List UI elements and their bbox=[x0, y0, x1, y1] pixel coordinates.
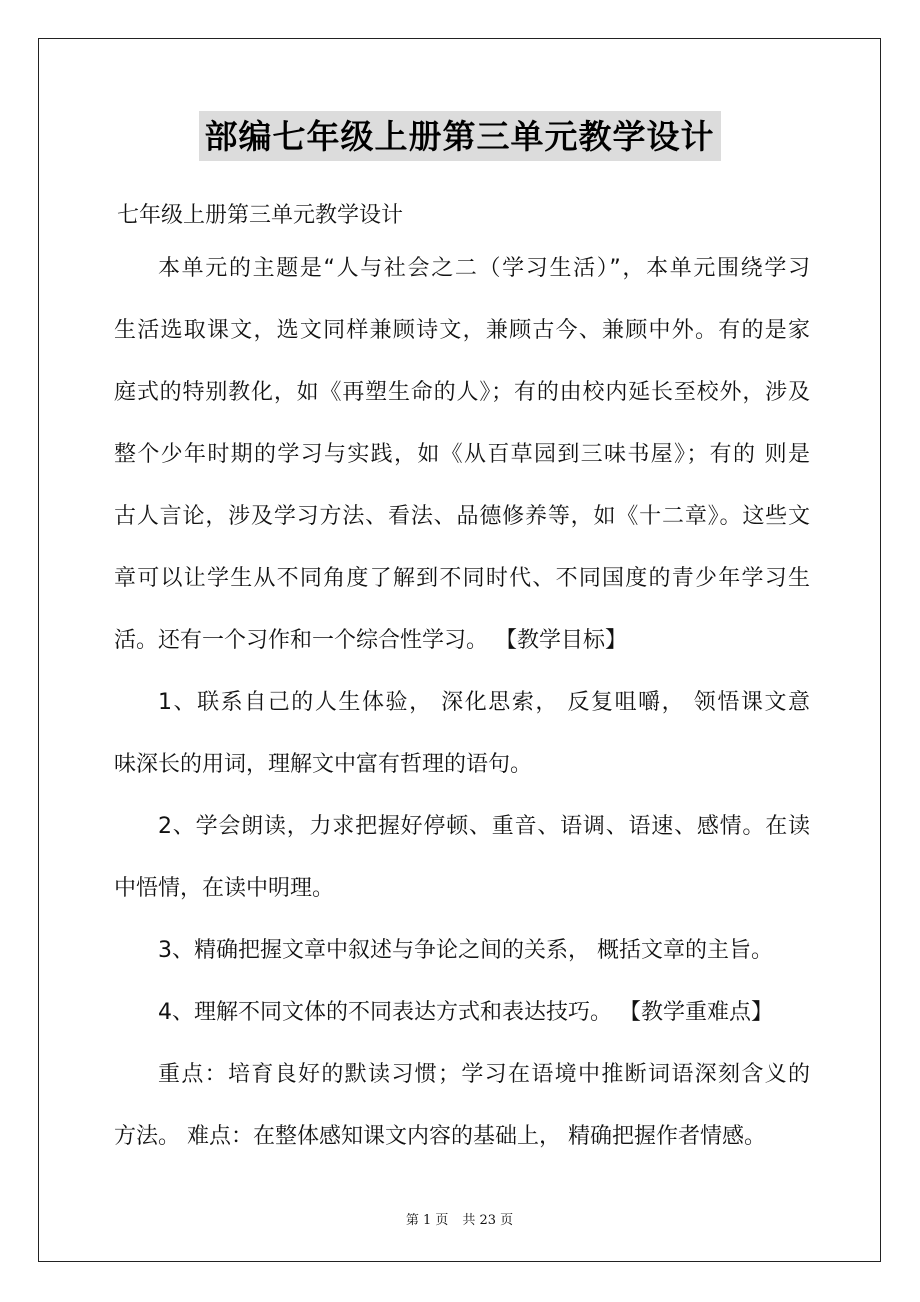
goal-3: 3、精确把握文章中叙述与争论之间的关系， 概括文章的主旨。 bbox=[158, 938, 773, 963]
document-title: 部编七年级上册第三单元教学设计 bbox=[199, 111, 721, 161]
paragraph-line: 活。还有一个习作和一个综合性学习。 【教学目标】 bbox=[114, 628, 627, 653]
goal-1-line: 味深长的用词，理解文中富有哲理的语句。 bbox=[114, 752, 533, 777]
document-body bbox=[114, 199, 810, 1182]
title-container bbox=[39, 111, 880, 161]
keypoints-line: 重点：培育良好的默读习惯；学习在语境中推断词语深刻含义的 bbox=[158, 1062, 810, 1087]
page-total: 共 23 页 bbox=[462, 1213, 514, 1228]
goal-2-line: 2、学会朗读，力求把握好停顿、重音、语调、语速、感情。在读 bbox=[158, 814, 810, 839]
paragraph-line: 庭式的特别教化，如《再塑生命的人》；有的由校内延长至校外，涉及 bbox=[114, 380, 810, 405]
goal-1-line: 1、联系自己的人生体验， 深化思索， 反复咀嚼， 领悟课文意 bbox=[158, 690, 810, 715]
goal-2-line: 中悟情，在读中明理。 bbox=[114, 876, 335, 901]
document-page bbox=[38, 38, 881, 1262]
paragraph-line: 本单元的主题是“人与社会之二（学习生活）”，本单元围绕学习 bbox=[158, 256, 810, 281]
goal-4: 4、理解不同文体的不同表达方式和表达技巧。 【教学重难点】 bbox=[158, 1000, 773, 1025]
page-number: 第 1 页 bbox=[405, 1213, 449, 1228]
paragraph-line: 古人言论，涉及学习方法、看法、品德修养等，如《十二章》。这些文 bbox=[114, 504, 810, 529]
paragraph-line: 生活选取课文，选文同样兼顾诗文，兼顾古今、兼顾中外。有的是家 bbox=[114, 318, 810, 343]
page-footer bbox=[39, 1209, 880, 1228]
paragraph-line: 整个少年时期的学习与实践，如《从百草园到三味书屋》；有的 则是 bbox=[114, 442, 810, 467]
paragraph-line: 章可以让学生从不同角度了解到不同时代、不同国度的青少年学习生 bbox=[114, 566, 810, 591]
keypoints-line: 方法。 难点：在整体感知课文内容的基础上， 精确把握作者情感。 bbox=[114, 1124, 766, 1149]
subtitle: 七年级上册第三单元教学设计 bbox=[117, 203, 404, 228]
